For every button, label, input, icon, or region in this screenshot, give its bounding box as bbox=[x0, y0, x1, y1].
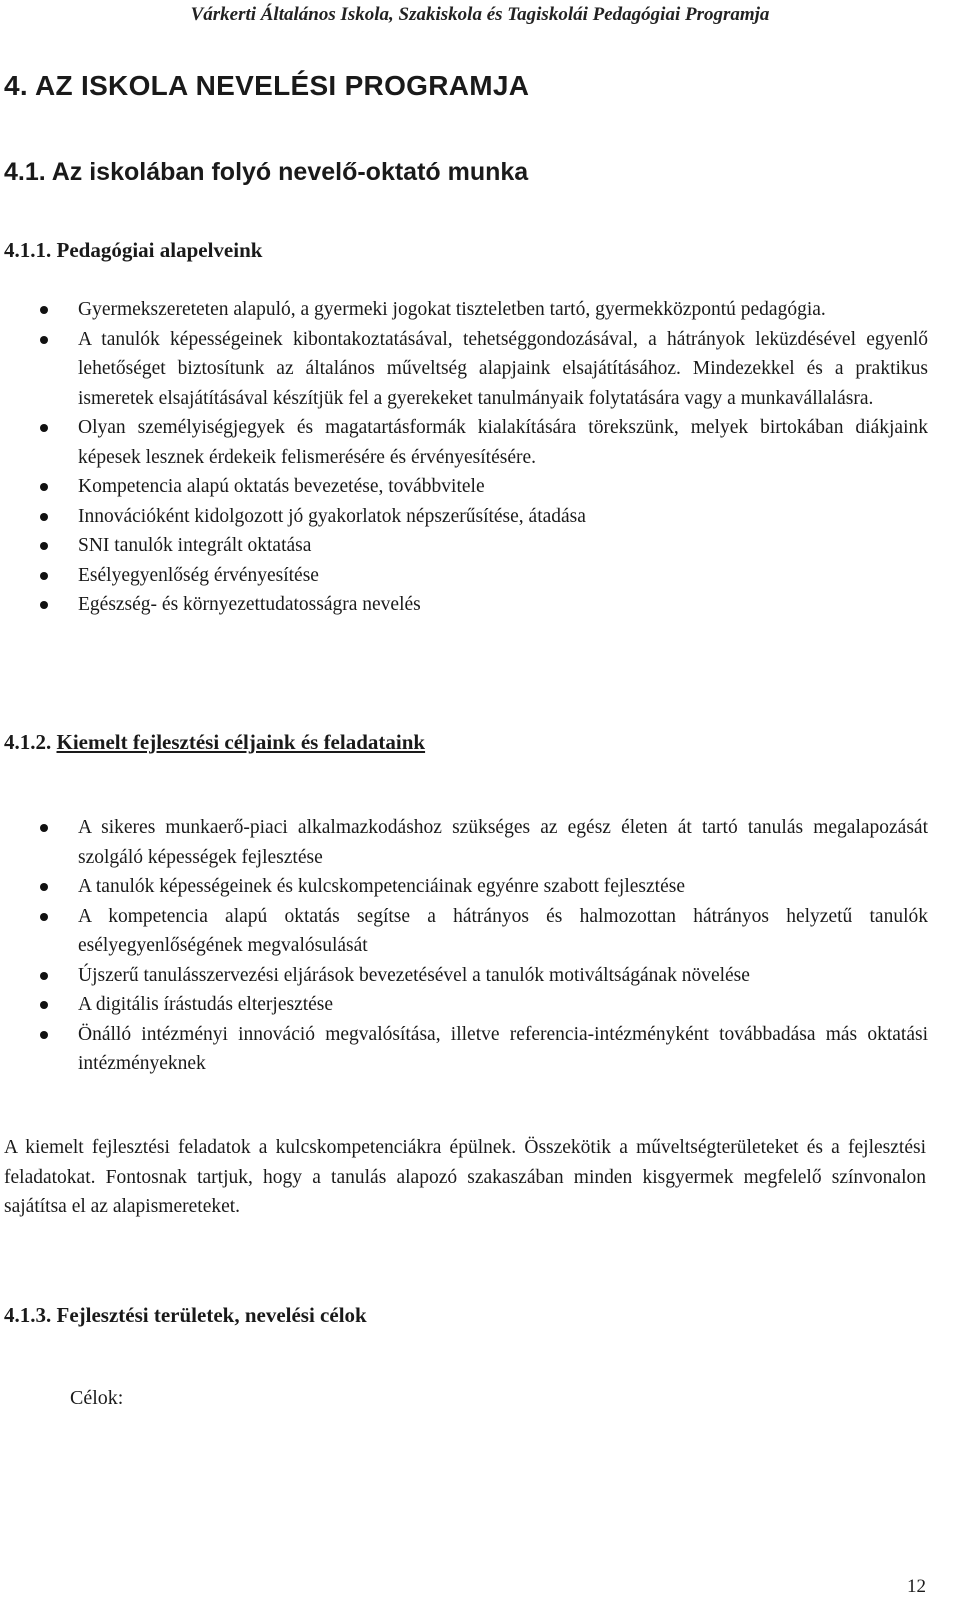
list-item: Kompetencia alapú oktatás bevezetése, továbbvitele bbox=[0, 472, 960, 502]
bullet-icon bbox=[40, 1001, 48, 1009]
heading-number: 4.1.3. bbox=[4, 1303, 52, 1327]
list-item: A kompetencia alapú oktatás segítse a hátrányos és halmozottan hátrányos helyzetű tanulók esélyegyenlőségének megvalósulását bbox=[0, 902, 960, 961]
bullet-icon bbox=[40, 542, 48, 550]
heading-title: Kiemelt fejlesztési céljaink és feladataink bbox=[56, 730, 426, 754]
principles-list bbox=[0, 295, 960, 620]
heading-4-1-1 bbox=[4, 238, 262, 263]
list-item: A tanulók képességeinek és kulcskompetenciáinak egyénre szabott fejlesztése bbox=[0, 872, 960, 902]
bullet-icon bbox=[40, 601, 48, 609]
bullet-icon bbox=[40, 1031, 48, 1039]
goals-list bbox=[0, 813, 960, 1079]
list-item: A sikeres munkaerő-piaci alkalmazkodáshoz szükséges az egész életen át tartó tanulás megalapozását szolgáló képességek fejlesztése bbox=[0, 813, 960, 872]
bullet-icon bbox=[40, 306, 48, 314]
list-item: SNI tanulók integrált oktatása bbox=[0, 531, 960, 561]
subsection-heading: 4.1. Az iskolában folyó nevelő-oktató munka bbox=[4, 158, 529, 186]
list-item: Önálló intézményi innováció megvalósítása, illetve referencia-intézményként továbbadása más oktatási intézményeknek bbox=[0, 1020, 960, 1079]
list-item: Esélyegyenlőség érvényesítése bbox=[0, 561, 960, 591]
bullet-icon bbox=[40, 336, 48, 344]
list-item: Innovációként kidolgozott jó gyakorlatok népszerűsítése, átadása bbox=[0, 502, 960, 532]
list-item: Gyermekszereteten alapuló, a gyermeki jogokat tiszteletben tartó, gyermekközpontú pedagógia. bbox=[0, 295, 960, 325]
body-paragraph: A kiemelt fejlesztési feladatok a kulcskompetenciákra épülnek. Összekötik a műveltségterületeket és a fejlesztési feladatokat. Fontosnak tartjuk, hogy a tanulás alapozó szakaszában minden kisgyermek megfelelő színvonalon sajátítsa el az alapismereteket. bbox=[4, 1137, 926, 1217]
running-header: Várkerti Általános Iskola, Szakiskola és Tagiskolái Pedagógiai Programja bbox=[190, 4, 770, 25]
bullet-icon bbox=[40, 424, 48, 432]
bullet-icon bbox=[40, 972, 48, 980]
section-heading: 4. AZ ISKOLA NEVELÉSI PROGRAMJA bbox=[4, 70, 530, 101]
heading-title: Fejlesztési területek, nevelési célok bbox=[56, 1303, 367, 1327]
page-number: 12 bbox=[907, 1576, 926, 1597]
bullet-icon bbox=[40, 513, 48, 521]
list-item: A digitális írástudás elterjesztése bbox=[0, 990, 960, 1020]
bullet-icon bbox=[40, 824, 48, 832]
list-item: A tanulók képességeinek kibontakoztatásával, tehetséggondozásával, a hátrányok leküzdésével egyenlő lehetőséget biztosítunk az általános műveltség alapjaink elsajátításához. Mindezekkel és a praktikus ismeretek elsajátításával készítjük fel a gyerekeket tanulmányaik folytatására vagy a munkavállalásra. bbox=[0, 325, 960, 414]
bullet-icon bbox=[40, 572, 48, 580]
heading-title: Pedagógiai alapelveink bbox=[56, 238, 263, 262]
goals-label: Célok: bbox=[70, 1387, 124, 1409]
bullet-icon bbox=[40, 483, 48, 491]
bullet-icon bbox=[40, 913, 48, 921]
list-item: Olyan személyiségjegyek és magatartásformák kialakítására törekszünk, melyek birtokában diákjaink képesek lesznek érdekeik felismerésére és érvényesítésére. bbox=[0, 413, 960, 472]
bullet-icon bbox=[40, 883, 48, 891]
heading-number: 4.1.1. bbox=[4, 238, 52, 262]
list-item: Egészség- és környezettudatosságra nevelés bbox=[0, 590, 960, 620]
heading-number: 4.1.2. bbox=[4, 730, 52, 754]
list-item: Újszerű tanulásszervezési eljárások bevezetésével a tanulók motiváltságának növelése bbox=[0, 961, 960, 991]
heading-4-1-3 bbox=[4, 1303, 367, 1328]
heading-4-1-2 bbox=[4, 730, 425, 755]
